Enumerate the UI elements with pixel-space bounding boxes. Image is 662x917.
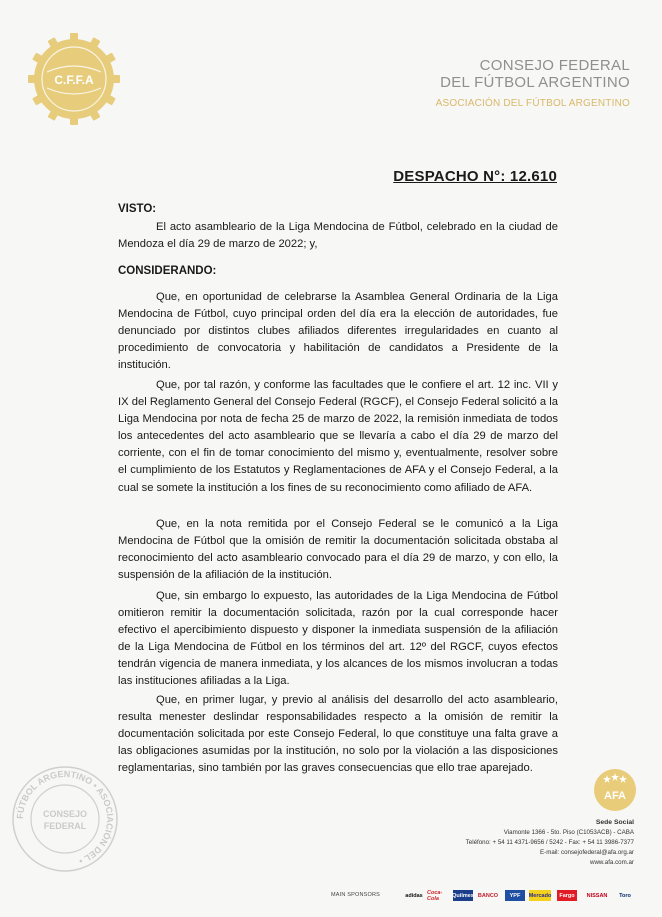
sponsors-label: MAIN SPONSORS [331, 892, 381, 898]
org-subtitle: ASOCIACIÓN DEL FÚTBOL ARGENTINO [435, 98, 630, 109]
sede-address: Viamonte 1366 - 5to. Piso (C1053ACB) - CABA [503, 829, 634, 836]
sponsor-logo: Quilmes [453, 890, 473, 901]
cffa-logo [27, 32, 121, 126]
paragraph-5: Que, en primer lugar, y previo al análisis del desarrollo del acto asambleario, resulta menester deslindar responsabilidades respecto a la omisión de remitir la documentación solicitada por este Consejo Federal, lo que constituye una falta grave a las obligaciones asumidas por la institución, no solo por la violación a las disposiciones reglamentarias, sino también por las graves consecuencias que ello trae aparejado. [118, 694, 558, 775]
afa-logo [593, 768, 637, 812]
sponsor-logo: Mercado [529, 890, 551, 901]
sponsor-logo: Fargo [557, 890, 577, 901]
svg-text:C.F.F.A: C.F.F.A [54, 73, 94, 87]
paragraph-1: Que, en oportunidad de celebrarse la Asamblea General Ordinaria de la Liga Mendocina de Fútbol, cuyo principal orden del día era la elección de autoridades, fue denunciado por distintos clubes afiliados diferentes irregularidades en cuanto al procedimiento de convocatoria y habilitación de candidatos a Presidente de la institución. [118, 291, 558, 372]
paragraph-2: Que, por tal razón, y conforme las facultades que le confiere el art. 12 inc. VII y IX del Reglamento General del Consejo Federal (RGCF), el Consejo Federal solicitó a la Liga Mendocina por nota de fecha 25 de marzo de 2022, la remisión inmediata de todos los antecedentes del acto asambleario que se llevaría a cabo el día 29 de marzo del corriente, con el fin de tomar conocimiento del mismo y, eventualmente, resolver sobre el cumplimiento de los Estatutos y Reglamentaciones de AFA y el Consejo Federal, a la cual se somete la institución a los fines de su reconocimiento como afiliado de AFA. [118, 379, 558, 494]
sponsor-logo: BANCO [477, 892, 499, 899]
sponsor-logo: Coca-Cola [427, 889, 443, 902]
consejo-federal-stamp [10, 764, 120, 874]
svg-text:FEDERAL: FEDERAL [43, 821, 87, 831]
svg-text:FÚTBOL ARGENTINO • ASOCIACIÓN: FÚTBOL ARGENTINO • ASOCIACIÓN DEL • [14, 768, 116, 867]
paragraph-4: Que, sin embargo lo expuesto, las autoridades de la Liga Mendocina de Fútbol omitieron remitir la documentación solicitada, razón por la cual corresponde hacer efectivo el apercibimiento dispuesto y disponer la inmediata suspensión de la afiliación de la Liga Mendocina de Fútbol en los términos del art. 12º del RGCF, cuyos efectos tendrán vigencia de manera inmediata, y los alcances de los mismos involucran a todas las instituciones afiliadas a la Liga. [118, 590, 558, 688]
sponsor-logo: adidas [405, 892, 423, 899]
visto-heading: VISTO: [118, 203, 157, 215]
sponsor-logo: Toro [619, 892, 631, 899]
sede-web: www.afa.com.ar [589, 859, 634, 866]
org-name-line2: DEL FÚTBOL ARGENTINO [440, 74, 630, 91]
sponsors-bar [331, 889, 637, 903]
sede-phone: Teléfono: + 54 11 4371-9656 / 5242 - Fax: + 54 11 3986-7377 [465, 839, 634, 846]
paragraph-3: Que, en la nota remitida por el Consejo Federal se le comunicó a la Liga Mendocina de Fútbol que la omisión de remitir la documentación solicitada obstaba al reconocimiento del acto asambleario convocado para el día 29 de marzo, y con ello, la suspensión de la afiliación de la institución. [118, 518, 558, 582]
svg-text:AFA: AFA [604, 790, 626, 802]
sponsor-logo: YPF [505, 890, 525, 901]
document-title: DESPACHO N°: 12.610 [393, 168, 557, 185]
sede-social-block [466, 818, 634, 868]
sede-email: E-mail: consejofederal@afa.org.ar [540, 849, 634, 856]
svg-text:CONSEJO: CONSEJO [42, 809, 88, 819]
sponsor-logo: NISSAN [586, 892, 608, 899]
visto-paragraph: El acto asambleario de la Liga Mendocina de Fútbol, celebrado en la ciudad de Mendoza el día 29 de marzo de 2022; y, [118, 221, 558, 251]
org-name-line1: CONSEJO FEDERAL [479, 57, 630, 74]
org-name [440, 57, 630, 91]
sede-title: Sede Social [595, 819, 634, 826]
considerando-heading: CONSIDERANDO: [118, 265, 217, 277]
